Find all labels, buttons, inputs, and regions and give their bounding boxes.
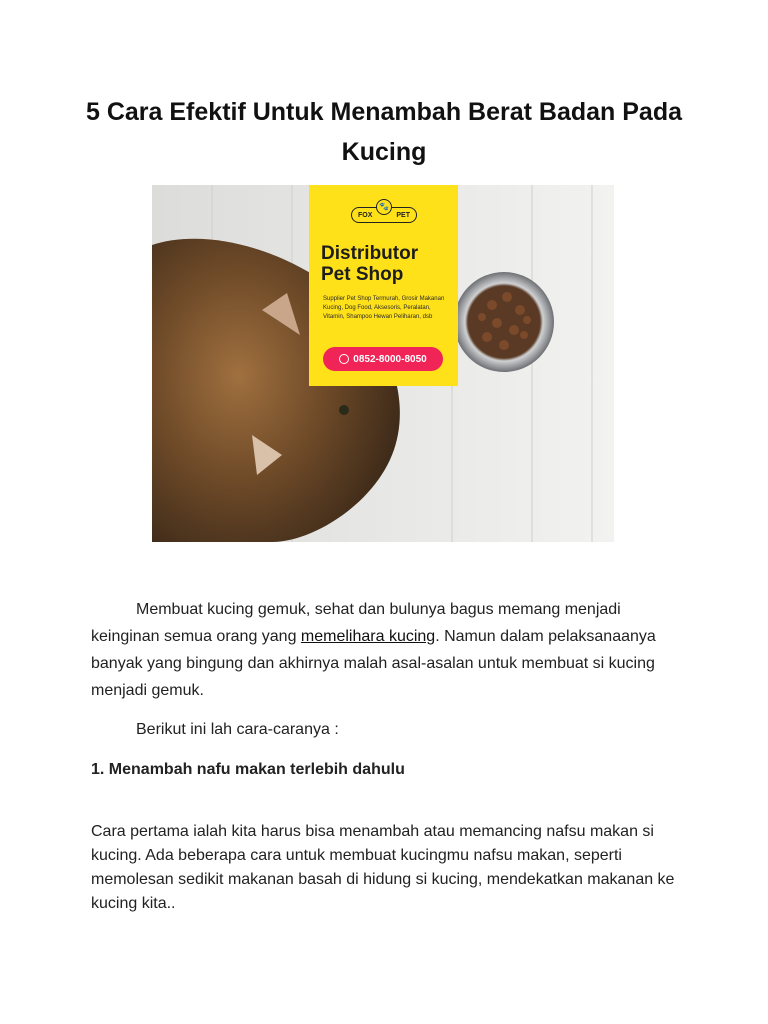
paragraph-intro bbox=[91, 596, 691, 704]
ad-title bbox=[321, 243, 453, 285]
brand-logo bbox=[351, 202, 417, 223]
document-title: 5 Cara Efektif Untuk Menambah Berat Badan Pada Kucing bbox=[86, 98, 682, 166]
ad-description: Supplier Pet Shop Termurah, Grosir Makanan Kucing, Dog Food, Aksesoris, Peralatan, Vitamin, Shampoo Hewan Peliharan, dsb bbox=[323, 296, 445, 320]
paragraph-intro-text: Membuat kucing gemuk, sehat dan bulunya bagus memang menjadi keinginan semua orang yang bbox=[91, 601, 621, 645]
paragraph-intro-text-after: . Namun dalam pelaksanaanya banyak yang bingung dan akhirnya malah asal-asalan untuk membuat si kucing menjadi gemuk. bbox=[91, 628, 656, 699]
hero-image bbox=[152, 185, 614, 542]
phone-number: 0852-8000-8050 bbox=[353, 353, 427, 365]
link-memelihara-kucing[interactable]: memelihara kucing bbox=[300, 628, 436, 645]
logo-left-text: FOX bbox=[358, 211, 373, 219]
phone-button[interactable] bbox=[323, 347, 443, 371]
section-heading-1: 1. Menambah nafu makan terlebih dahulu bbox=[91, 761, 405, 778]
paragraph-section-1: Cara pertama ialah kita harus bisa menambah atau memancing nafsu makan si kucing. Ada beberapa cara untuk membuat kucingmu nafsu makan, seperti memolesan sedikit makanan basah di hidung si kucing, mendekatkan makanan ke kucing kita.. bbox=[91, 823, 675, 912]
paw-icon: 🐾 bbox=[376, 199, 392, 215]
ad-card bbox=[309, 185, 458, 386]
logo-right-text: PET bbox=[396, 211, 410, 219]
whatsapp-icon bbox=[339, 354, 349, 364]
ad-title-line1: Distributor bbox=[321, 243, 419, 264]
paragraph-list-intro: Berikut ini lah cara-caranya : bbox=[136, 721, 339, 738]
ad-title-line2: Pet Shop bbox=[321, 264, 404, 285]
